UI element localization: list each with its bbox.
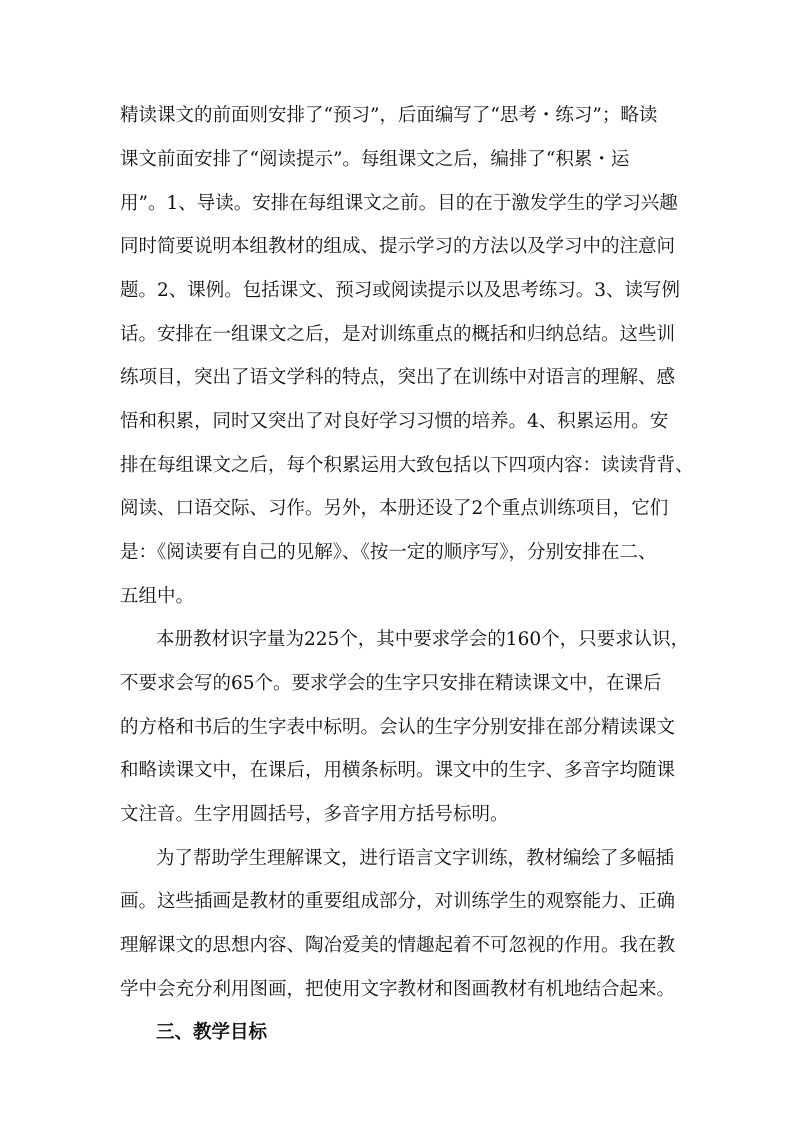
text-line: 和略读课文中，在课后，用横条标明。课文中的生字、多音字均随课 [120,760,676,781]
text-line: 练项目，突出了语文学科的特点，突出了在训练中对语言的理解、感 [120,367,676,388]
text-line: 的方格和书后的生字表中标明。会认的生字分别安排在部分精读课文 [120,717,676,738]
text-line: 话。安排在一组课文之后，是对训练重点的概括和归纳总结。这些训 [120,324,676,345]
text-line: 悟和积累，同时又突出了对良好学习习惯的培养。4、积累运用。安 [120,411,669,432]
section-heading: 三、教学目标 [156,1022,268,1043]
paragraph-first-line: 本册教材识字量为225个，其中要求学会的160个，只要求认识， [156,629,690,650]
text-line: 精读课文的前面则安排了“预习”，后面编写了“思考・练习”；略读 [120,105,658,126]
text-line: 文注音。生字用圆括号，多音字用方括号标明。 [120,804,509,825]
text-line: 画。这些插画是教材的重要组成部分，对训练学生的观察能力、正确 [120,891,676,912]
text-line: 用”。1、导读。安排在每组课文之前。目的在于激发学生的学习兴趣 [120,193,678,214]
text-line: 同时简要说明本组教材的组成、提示学习的方法以及学习中的注意问 [120,236,676,257]
text-line: 学中会充分利用图画，把使用文字教材和图画教材有机地结合起来。 [120,979,676,1000]
text-line: 不要求会写的65个。要求学会的生字只安排在精读课文中，在课后 [120,673,662,694]
text-line: 阅读、口语交际、习作。另外，本册还设了2个重点训练项目，它们 [120,498,669,519]
text-line: 五组中。 [120,586,195,607]
paragraph-first-line: 为了帮助学生理解课文，进行语言文字训练，教材编绘了多幅插 [156,848,675,869]
text-line: 课文前面安排了“阅读提示”。每组课文之后，编排了“积累・运 [120,149,630,170]
text-line: 是：《阅读要有自己的见解》、《按一定的顺序写》，分别安排在二、 [120,542,657,563]
text-line: 题。2、课例。包括课文、预习或阅读提示以及思考练习。3、读写例 [120,280,681,301]
text-line: 排在每组课文之后，每个积累运用大致包括以下四项内容：读读背背、 [120,455,694,476]
text-line: 理解课文的思想内容、陶冶爱美的情趣起着不可忽视的作用。我在教 [120,935,676,956]
